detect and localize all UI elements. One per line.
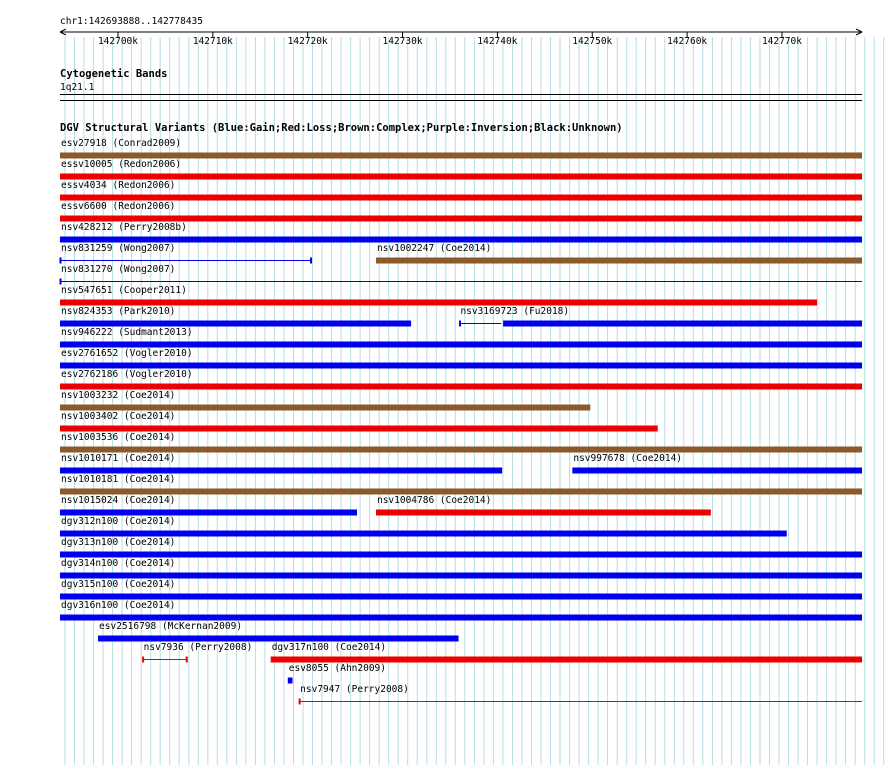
dgv-feature[interactable] <box>60 600 862 621</box>
dgv-feature-label: dgv315n100 (Coe2014) <box>61 579 176 590</box>
ruler-ticks <box>98 32 802 47</box>
dgv-feature[interactable] <box>60 516 787 537</box>
dgv-track-title: DGV Structural Variants (Blue:Gain;Red:Loss;Brown:Complex;Purple:Inversion;Black:Unknown) <box>60 122 623 134</box>
dgv-feature-label: nsv946222 (Sudmant2013) <box>61 327 193 338</box>
dgv-feature-label: essv4034 (Redon2006) <box>61 180 176 191</box>
dgv-feature[interactable] <box>60 306 411 327</box>
dgv-feature[interactable] <box>459 306 862 327</box>
dgv-feature[interactable] <box>60 243 311 264</box>
dgv-feature-bar <box>60 468 502 474</box>
dgv-feature[interactable] <box>376 243 862 264</box>
dgv-feature-label: dgv317n100 (Coe2014) <box>271 642 387 653</box>
dgv-feature-bar <box>60 615 862 621</box>
dgv-feature-label: nsv3169723 (Fu2018) <box>460 306 570 317</box>
dgv-feature-bar <box>60 426 658 432</box>
dgv-feature[interactable] <box>271 642 862 663</box>
dgv-feature-bar <box>60 489 862 495</box>
dgv-feature-label: nsv1002247 (Coe2014) <box>376 243 492 254</box>
dgv-feature-bar <box>60 321 411 327</box>
dgv-feature-label: dgv316n100 (Coe2014) <box>61 600 176 611</box>
dgv-feature-bar <box>376 510 711 516</box>
dgv-feature[interactable] <box>60 264 862 285</box>
dgv-feature-bar <box>60 216 862 222</box>
dgv-feature-label: nsv547651 (Cooper2011) <box>61 285 187 296</box>
position-ruler[interactable] <box>60 16 862 47</box>
cytogenetic-bands-track <box>60 68 862 101</box>
dgv-feature[interactable] <box>60 201 862 222</box>
ruler-tick-label: 142700k <box>97 36 139 47</box>
dgv-feature[interactable] <box>60 222 862 243</box>
dgv-feature-label: essv10005 (Redon2006) <box>61 159 182 170</box>
dgv-feature-label: nsv831259 (Wong2007) <box>61 243 176 254</box>
dgv-feature[interactable] <box>60 390 590 411</box>
dgv-feature-bar <box>60 342 862 348</box>
dgv-feature-label: esv2762186 (Vogler2010) <box>61 369 193 380</box>
dgv-feature[interactable] <box>60 138 862 159</box>
dgv-feature[interactable] <box>60 537 862 558</box>
dgv-feature-bar <box>60 237 862 243</box>
dgv-feature-label: esv2516798 (McKernan2009) <box>99 621 243 632</box>
dgv-feature-bar <box>271 657 862 663</box>
dgv-feature-bar <box>60 195 862 201</box>
dgv-feature-bar <box>60 552 862 558</box>
dgv-feature-bar <box>98 636 458 642</box>
dgv-feature-bar <box>60 510 357 516</box>
dgv-feature-label: nsv1004786 (Coe2014) <box>376 495 492 506</box>
dgv-feature-bar <box>60 174 862 180</box>
background-grid <box>65 37 884 765</box>
dgv-feature[interactable] <box>299 684 862 705</box>
dgv-feature[interactable] <box>143 642 253 663</box>
dgv-feature-label: nsv1003402 (Coe2014) <box>61 411 176 422</box>
dgv-feature-bar <box>60 447 862 453</box>
dgv-structural-variants-track <box>60 122 862 705</box>
dgv-feature-bar <box>288 678 293 684</box>
dgv-feature-bar <box>503 321 862 327</box>
cytobands-title: Cytogenetic Bands <box>60 68 168 80</box>
ruler-tick-label: 142760k <box>667 36 708 47</box>
ruler-tick-label: 142730k <box>382 36 423 47</box>
ruler-tick-label: 142750k <box>572 36 613 47</box>
dgv-feature-bar <box>60 405 590 411</box>
dgv-feature-bar <box>60 153 862 159</box>
dgv-feature-bar <box>572 468 862 474</box>
dgv-feature[interactable] <box>98 621 458 642</box>
dgv-feature[interactable] <box>60 579 862 600</box>
dgv-feature[interactable] <box>60 159 862 180</box>
ruler-tick-label: 142720k <box>287 36 328 47</box>
dgv-feature-bar <box>60 384 862 390</box>
dgv-feature-label: essv6600 (Redon2006) <box>61 201 176 212</box>
dgv-feature[interactable] <box>60 558 862 579</box>
dgv-feature-bar <box>60 531 787 537</box>
ruler-tick-label: 142740k <box>477 36 518 47</box>
dgv-feature-label: nsv1003536 (Coe2014) <box>61 432 176 443</box>
dgv-feature[interactable] <box>60 474 862 495</box>
dgv-feature-label: nsv7947 (Perry2008) <box>300 684 409 695</box>
dgv-feature-label: nsv997678 (Coe2014) <box>573 453 683 464</box>
dgv-feature-label: nsv1003232 (Coe2014) <box>61 390 176 401</box>
dgv-feature-bar <box>60 573 862 579</box>
dgv-feature-label: dgv314n100 (Coe2014) <box>61 558 176 569</box>
dgv-feature[interactable] <box>60 327 862 348</box>
dgv-feature-bar <box>60 363 862 369</box>
dgv-feature-label: nsv824353 (Park2010) <box>61 306 176 317</box>
dgv-feature-label: nsv1015024 (Coe2014) <box>61 495 176 506</box>
cytoband-label: 1q21.1 <box>60 82 95 93</box>
dgv-feature-label: dgv313n100 (Coe2014) <box>61 537 176 548</box>
dgv-feature-label: esv2761652 (Vogler2010) <box>61 348 193 359</box>
dgv-feature-label: nsv1010171 (Coe2014) <box>61 453 176 464</box>
dgv-feature-bar <box>60 300 817 306</box>
dgv-feature[interactable] <box>60 180 862 201</box>
dgv-feature-label: nsv7936 (Perry2008) <box>143 642 253 653</box>
dgv-feature-label: nsv831270 (Wong2007) <box>61 264 176 275</box>
dgv-feature-label: dgv312n100 (Coe2014) <box>61 516 176 527</box>
dgv-feature[interactable] <box>376 495 711 516</box>
dgv-feature-label: nsv428212 (Perry2008b) <box>61 222 187 233</box>
dgv-features <box>60 138 862 705</box>
ruler-tick-label: 142770k <box>761 36 803 47</box>
dgv-feature[interactable] <box>60 432 862 453</box>
ruler-tick-label: 142710k <box>192 36 233 47</box>
dgv-feature[interactable] <box>60 348 862 369</box>
dgv-feature-bar <box>60 594 862 600</box>
dgv-feature-bar <box>376 258 862 264</box>
dgv-feature[interactable] <box>60 285 817 306</box>
dgv-feature[interactable] <box>60 369 862 390</box>
region-label: chr1:142693888..142778435 <box>60 16 203 27</box>
dgv-feature-label: nsv1010181 (Coe2014) <box>61 474 176 485</box>
dgv-feature[interactable] <box>60 411 658 432</box>
dgv-feature-label: esv8055 (Ahn2009) <box>288 663 387 674</box>
dgv-feature[interactable] <box>572 453 862 474</box>
dgv-feature-label: esv27918 (Conrad2009) <box>61 138 182 149</box>
